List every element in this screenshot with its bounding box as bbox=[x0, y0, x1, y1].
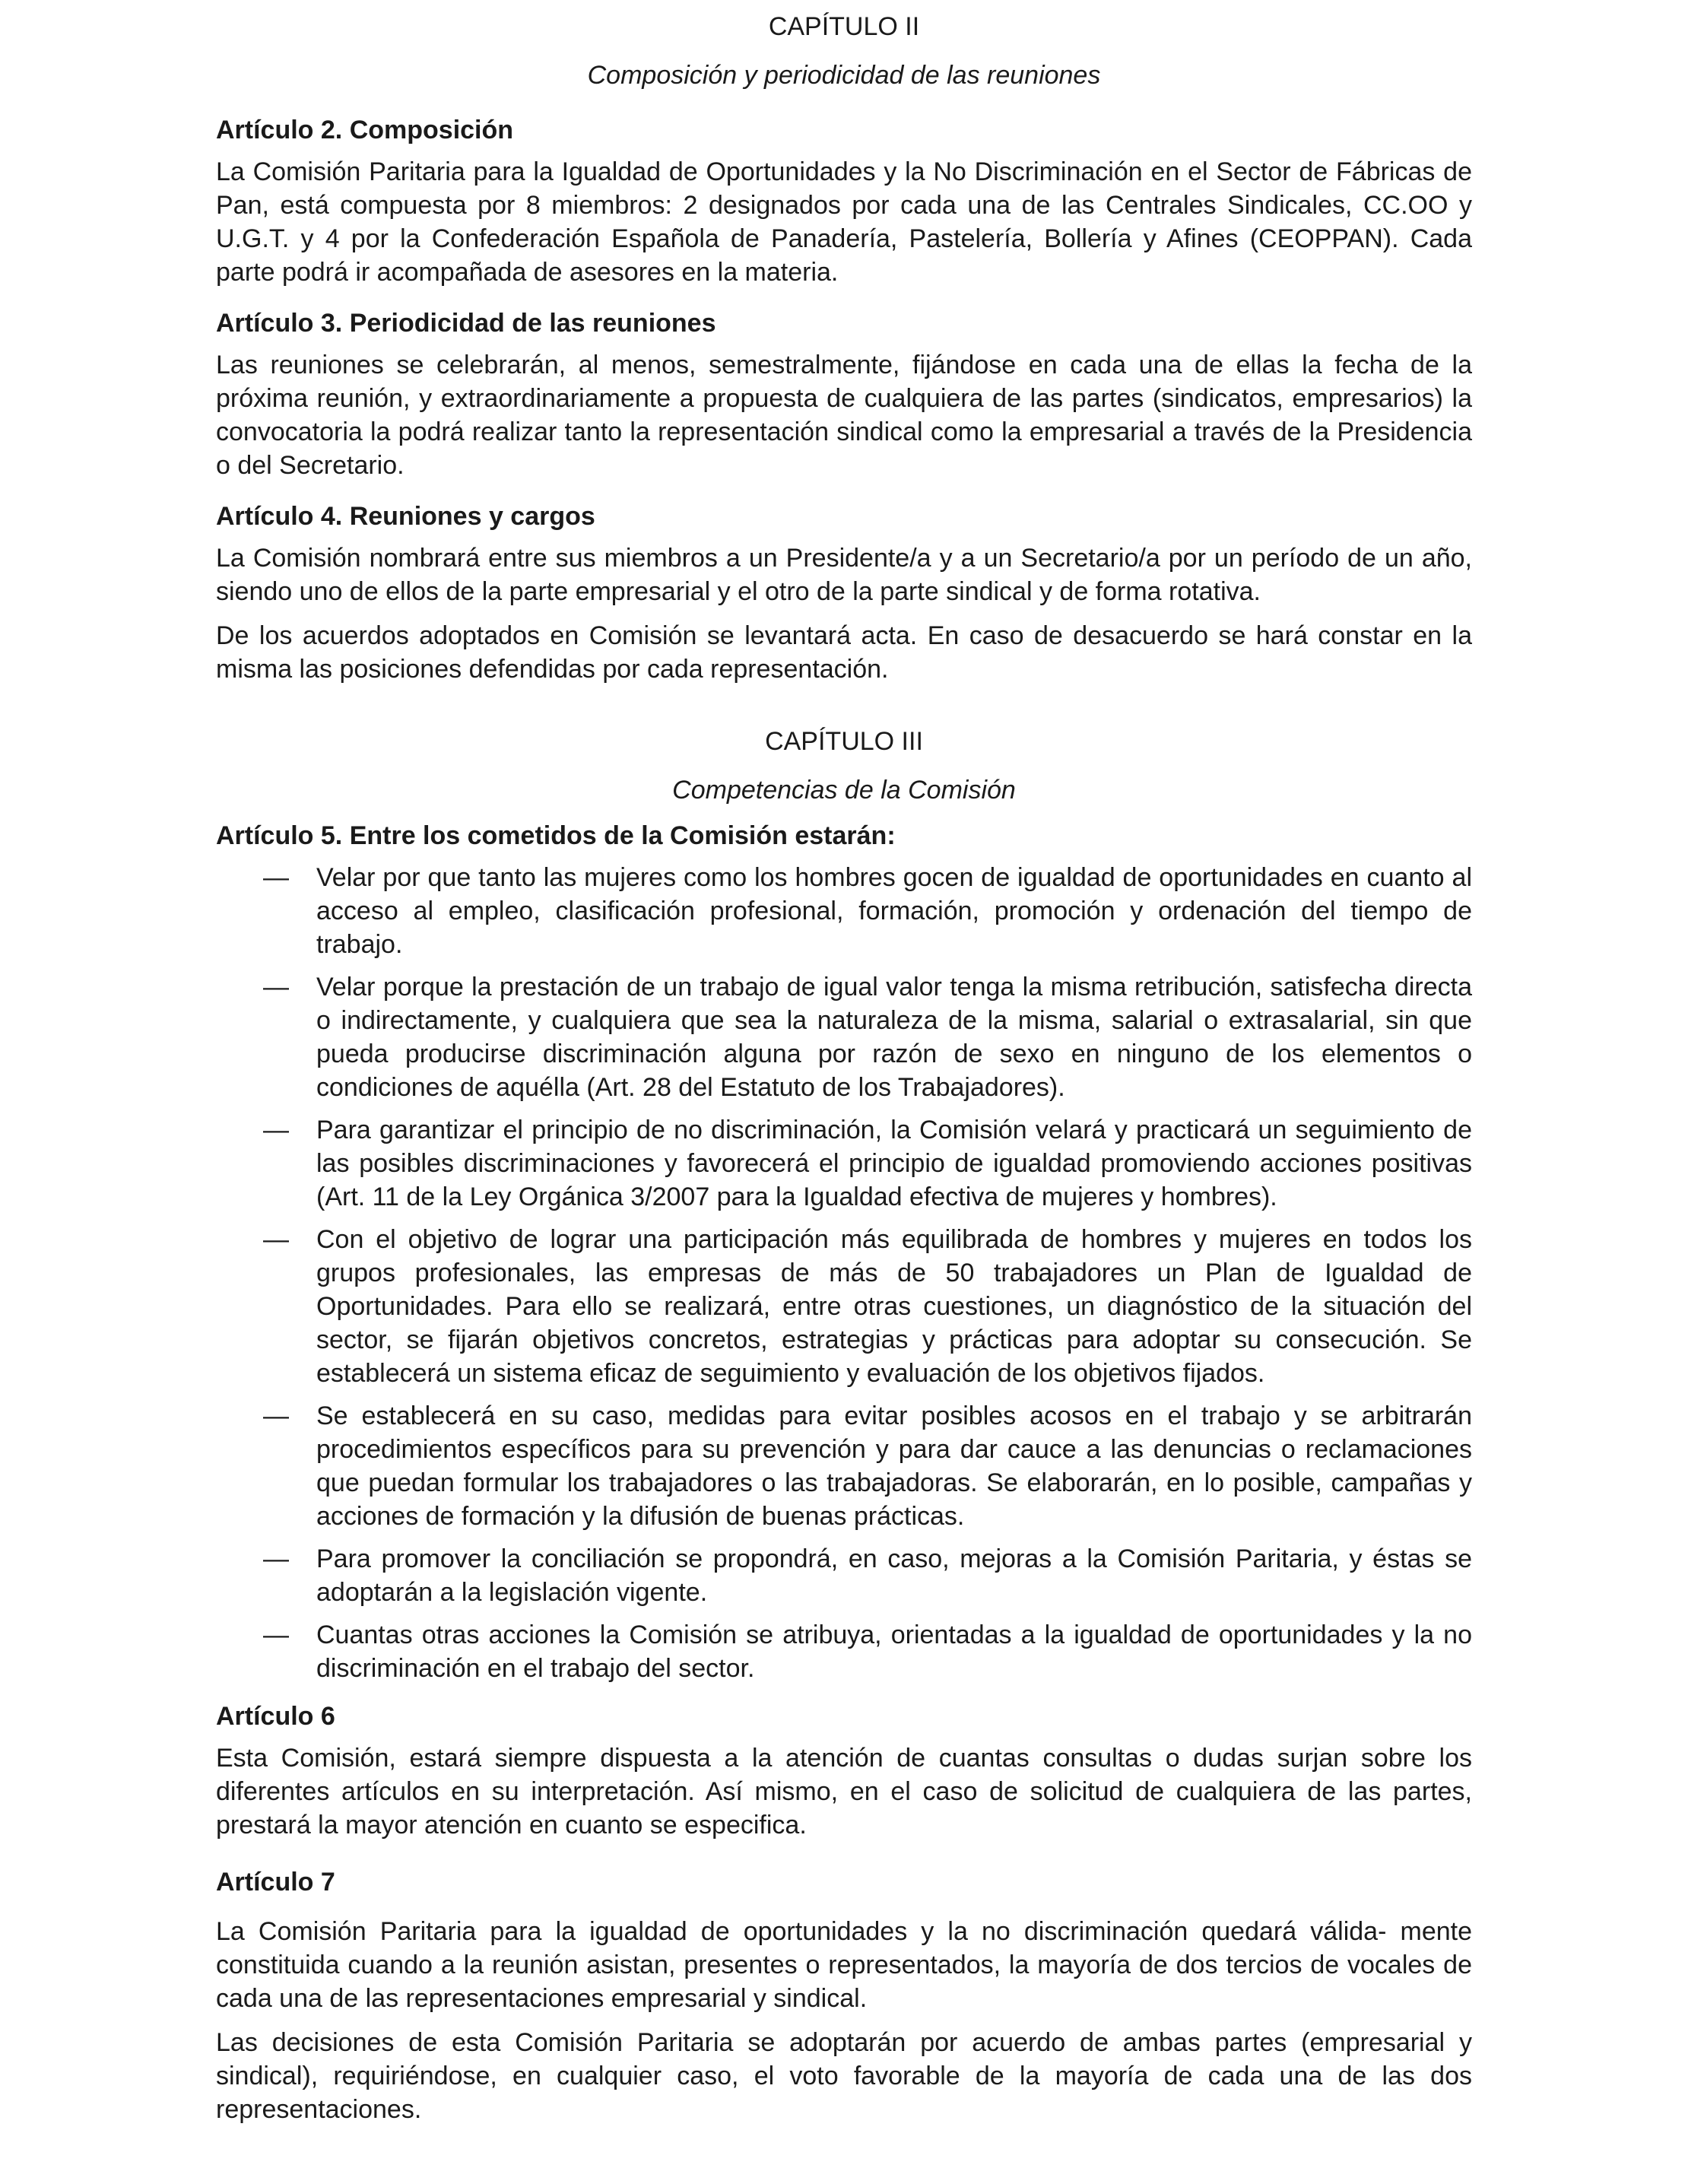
chapter-2-title: CAPÍTULO II bbox=[768, 12, 920, 41]
chapter-2-subtitle: Composición y periodicidad de las reuniones bbox=[587, 61, 1101, 90]
dash-bullet: — bbox=[263, 1402, 289, 1430]
article-7-paragraph-1: La Comisión Paritaria para la igualdad de oportunidades y la no discriminación quedará válida- mente constituida cuando a la reunión asistan, presentes o representados, la mayoría de dos tercios de vocales de cada una de las representaciones empresarial y sindical. bbox=[216, 1917, 1472, 2013]
list-item-text: Con el objetivo de lograr una participación más equilibrada de hombres y mujeres en todos los grupos profesionales, las empresas de más de 50 trabajadores un Plan de Igualdad de Oportunidades. Para ello se realizará, entre otras cuestiones, un diagnóstico de la situación del sector, se fijarán objetivos concretos, estrategias y prácticas para adoptar su consecución. Se establecerá un sistema eficaz de seguimiento y evaluación de los objetivos fijados. bbox=[316, 1225, 1472, 1388]
chapter-3-title: CAPÍTULO III bbox=[765, 727, 923, 756]
article-2-heading: Artículo 2. Composición bbox=[216, 116, 514, 144]
list-item-text: Velar por que tanto las mujeres como los hombres gocen de igualdad de oportunidades en cuanto al acceso al empleo, clasificación profesional, formación, promoción y ordenación del tiempo de trabajo. bbox=[316, 863, 1472, 959]
article-4-heading: Artículo 4. Reuniones y cargos bbox=[216, 502, 595, 531]
article-5-list bbox=[216, 861, 1472, 1685]
list-item bbox=[216, 1399, 1472, 1533]
list-item-text: Para promover la conciliación se propondrá, en caso, mejoras a la Comisión Paritaria, y éstas se adoptarán a la legislación vigente. bbox=[316, 1544, 1472, 1607]
article-7-heading: Artículo 7 bbox=[216, 1868, 335, 1897]
dash-bullet: — bbox=[263, 1621, 289, 1649]
article-3-paragraph: Las reuniones se celebrarán, al menos, semestralmente, fijándose en cada una de ellas la fecha de la próxima reunión, y extraordinariamente a propuesta de cualquiera de las partes (sindicatos, empresarios) la convocatoria la podrá realizar tanto la representación sindical como la empresarial a través de la Presidencia o del Secretario. bbox=[216, 351, 1472, 480]
dash-bullet: — bbox=[263, 973, 289, 1002]
dash-bullet: — bbox=[263, 863, 289, 892]
list-item bbox=[216, 1113, 1472, 1214]
dash-bullet: — bbox=[263, 1116, 289, 1144]
chapter-3-subtitle: Competencias de la Comisión bbox=[672, 776, 1016, 805]
dash-bullet: — bbox=[263, 1544, 289, 1573]
article-5-heading: Artículo 5. Entre los cometidos de la Comisión estarán: bbox=[216, 821, 896, 850]
list-item bbox=[216, 1542, 1472, 1609]
article-7-paragraph-2: Las decisiones de esta Comisión Paritaria se adoptarán por acuerdo de ambas partes (empresarial y sindical), requiriéndose, en cualquier caso, el voto favorable de la mayoría de cada una de las dos representaciones. bbox=[216, 2028, 1472, 2124]
list-item bbox=[216, 861, 1472, 961]
dash-bullet: — bbox=[263, 1225, 289, 1254]
article-3-heading: Artículo 3. Periodicidad de las reuniones bbox=[216, 309, 716, 338]
list-item bbox=[216, 1223, 1472, 1390]
document-page bbox=[216, 0, 1472, 2137]
list-item bbox=[216, 970, 1472, 1104]
article-4-paragraph-1: La Comisión nombrará entre sus miembros a un Presidente/a y a un Secretario/a por un período de un año, siendo uno de ellos de la parte empresarial y el otro de la parte sindical y de forma rotativa. bbox=[216, 544, 1472, 606]
article-6-paragraph: Esta Comisión, estará siempre dispuesta a la atención de cuantas consultas o dudas surjan sobre los diferentes artículos en su interpretación. Así mismo, en el caso de solicitud de cualquiera de las partes, prestará la mayor atención en cuanto se especifica. bbox=[216, 1744, 1472, 1840]
list-item-text: Velar porque la prestación de un trabajo de igual valor tenga la misma retribución, satisfecha directa o indirectamente, y cualquiera que sea la naturaleza de la misma, salarial o extrasalarial, sin que pueda producirse discriminación alguna por razón de sexo en ninguno de los elementos o condiciones de aquélla (Art. 28 del Estatuto de los Trabajadores). bbox=[316, 973, 1472, 1102]
list-item-text: Para garantizar el principio de no discriminación, la Comisión velará y practicará un seguimiento de las posibles discriminaciones y favorecerá el principio de igualdad promoviendo acciones positivas (Art. 11 de la Ley Orgánica 3/2007 para la Igualdad efectiva de mujeres y hombres). bbox=[316, 1116, 1472, 1211]
list-item bbox=[216, 1618, 1472, 1685]
article-2-paragraph: La Comisión Paritaria para la Igualdad de Oportunidades y la No Discriminación en el Sector de Fábricas de Pan, está compuesta por 8 miembros: 2 designados por cada una de las Centrales Sindicales, CC.OO y U.G.T. y 4 por la Confederación Española de Panadería, Pastelería, Bollería y Afines (CEOPPAN). Cada parte podrá ir acompañada de asesores en la materia. bbox=[216, 157, 1472, 287]
article-6-heading: Artículo 6 bbox=[216, 1702, 335, 1731]
list-item-text: Se establecerá en su caso, medidas para evitar posibles acosos en el trabajo y se arbitrarán procedimientos específicos para su prevención y para dar cauce a las denuncias o reclamaciones que puedan formular los trabajadores o las trabajadoras. Se elaborarán, en lo posible, campañas y acciones de formación y la difusión de buenas prácticas. bbox=[316, 1402, 1472, 1531]
article-4-paragraph-2: De los acuerdos adoptados en Comisión se levantará acta. En caso de desacuerdo se hará constar en la misma las posiciones defendidas por cada representación. bbox=[216, 621, 1472, 684]
list-item-text: Cuantas otras acciones la Comisión se atribuya, orientadas a la igualdad de oportunidades y la no discriminación en el trabajo del sector. bbox=[316, 1621, 1472, 1683]
